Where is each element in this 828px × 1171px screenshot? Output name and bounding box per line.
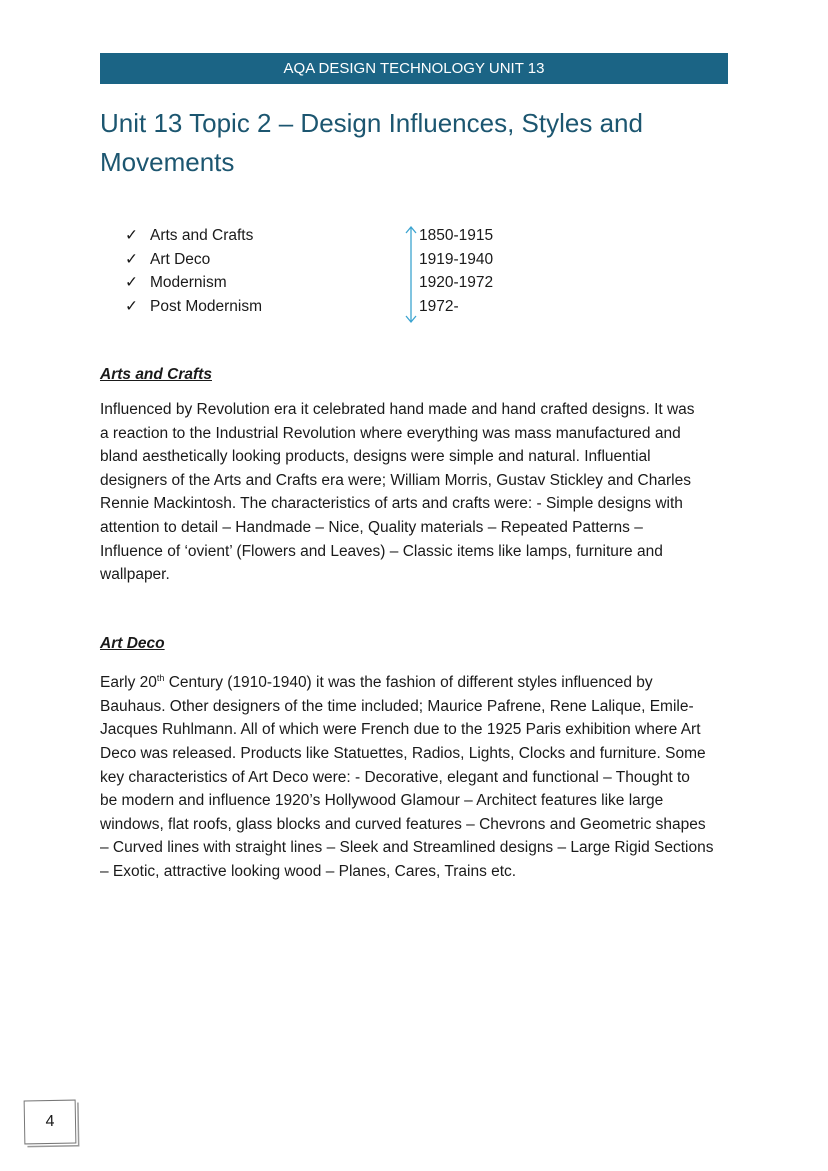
text-line: be modern and influence 1920’s Hollywood Glamour – Architect features like large (100, 792, 664, 810)
text-line: key characteristics of Art Deco were: - Decorative, elegant and functional – Thought to (100, 768, 690, 786)
page-number-text: 4 (45, 1112, 55, 1131)
list-item (125, 271, 525, 295)
text-fragment: Early 20 (100, 674, 157, 692)
list-item (125, 224, 525, 248)
movement-name: Arts and Crafts (150, 227, 254, 244)
text-line: attention to detail – Handmade – Nice, Quality materials – Repeated Patterns – (100, 518, 643, 536)
text-line: designers of the Arts and Crafts era were; William Morris, Gustav Stickley and Charles (100, 471, 691, 489)
text-line (100, 667, 713, 695)
text-line: Jacques Ruhlmann. All of which were French due to the 1925 Paris exhibition where Art (100, 721, 701, 739)
text-line: Influenced by Revolution era it celebrated hand made and hand crafted designs. It was (100, 401, 695, 418)
list-item (125, 248, 525, 272)
text-line: windows, flat roofs, glass blocks and curved features – Chevrons and Geometric shapes (100, 815, 706, 833)
text-line: Rennie Mackintosh. The characteristics of arts and crafts were: - Simple designs with (100, 495, 683, 513)
list-item (125, 295, 525, 319)
page-title (100, 104, 740, 182)
text-line: a reaction to the Industrial Revolution where everything was mass manufactured and (100, 424, 681, 442)
movement-name: Art Deco (150, 250, 211, 268)
title-line: Unit 13 Topic 2 – Design Influences, Styles and (100, 108, 643, 138)
movement-name: Modernism (150, 274, 227, 291)
check-icon: ✓ (125, 227, 138, 244)
double-arrow-icon (404, 226, 418, 324)
movements-list (125, 224, 525, 318)
text-fragment: Century (1910-1940) it was the fashion of different styles influenced by (164, 674, 653, 692)
text-line: bland aesthetically looking products, designs were simple and natural. Influential (100, 448, 651, 466)
superscript: th (156, 673, 165, 683)
section-paragraph (100, 398, 695, 587)
movement-name: Post Modernism (150, 297, 262, 315)
check-icon: ✓ (125, 297, 138, 315)
text-line: Influence of ‘ovient’ (Flowers and Leaves) – Classic items like lamps, furniture and (100, 542, 663, 560)
check-icon: ✓ (125, 250, 138, 268)
movement-dates: 1920-1972 (419, 274, 494, 291)
check-icon: ✓ (125, 274, 138, 291)
movement-dates: 1850-1915 (419, 227, 494, 244)
section-heading: Art Deco (100, 635, 165, 652)
text-line: – Curved lines with straight lines – Sleek and Streamlined designs – Large Rigid Sections (100, 839, 714, 857)
text-line: Bauhaus. Other designers of the time included; Maurice Pafrene, Rene Lalique, Emile- (100, 697, 694, 715)
title-line: Movements (100, 147, 235, 177)
text-line: wallpaper. (100, 566, 170, 584)
section-paragraph (100, 667, 713, 884)
page-number (24, 1100, 77, 1145)
header-text: AQA DESIGN TECHNOLOGY UNIT 13 (283, 60, 545, 77)
movement-dates: 1972- (419, 297, 459, 315)
section-heading: Arts and Crafts (100, 366, 212, 383)
text-line: Deco was released. Products like Statuettes, Radios, Lights, Clocks and furniture. Some (100, 744, 706, 762)
header-banner (100, 53, 728, 84)
text-line: – Exotic, attractive looking wood – Planes, Cares, Trains etc. (100, 862, 517, 880)
movement-dates: 1919-1940 (419, 250, 494, 268)
